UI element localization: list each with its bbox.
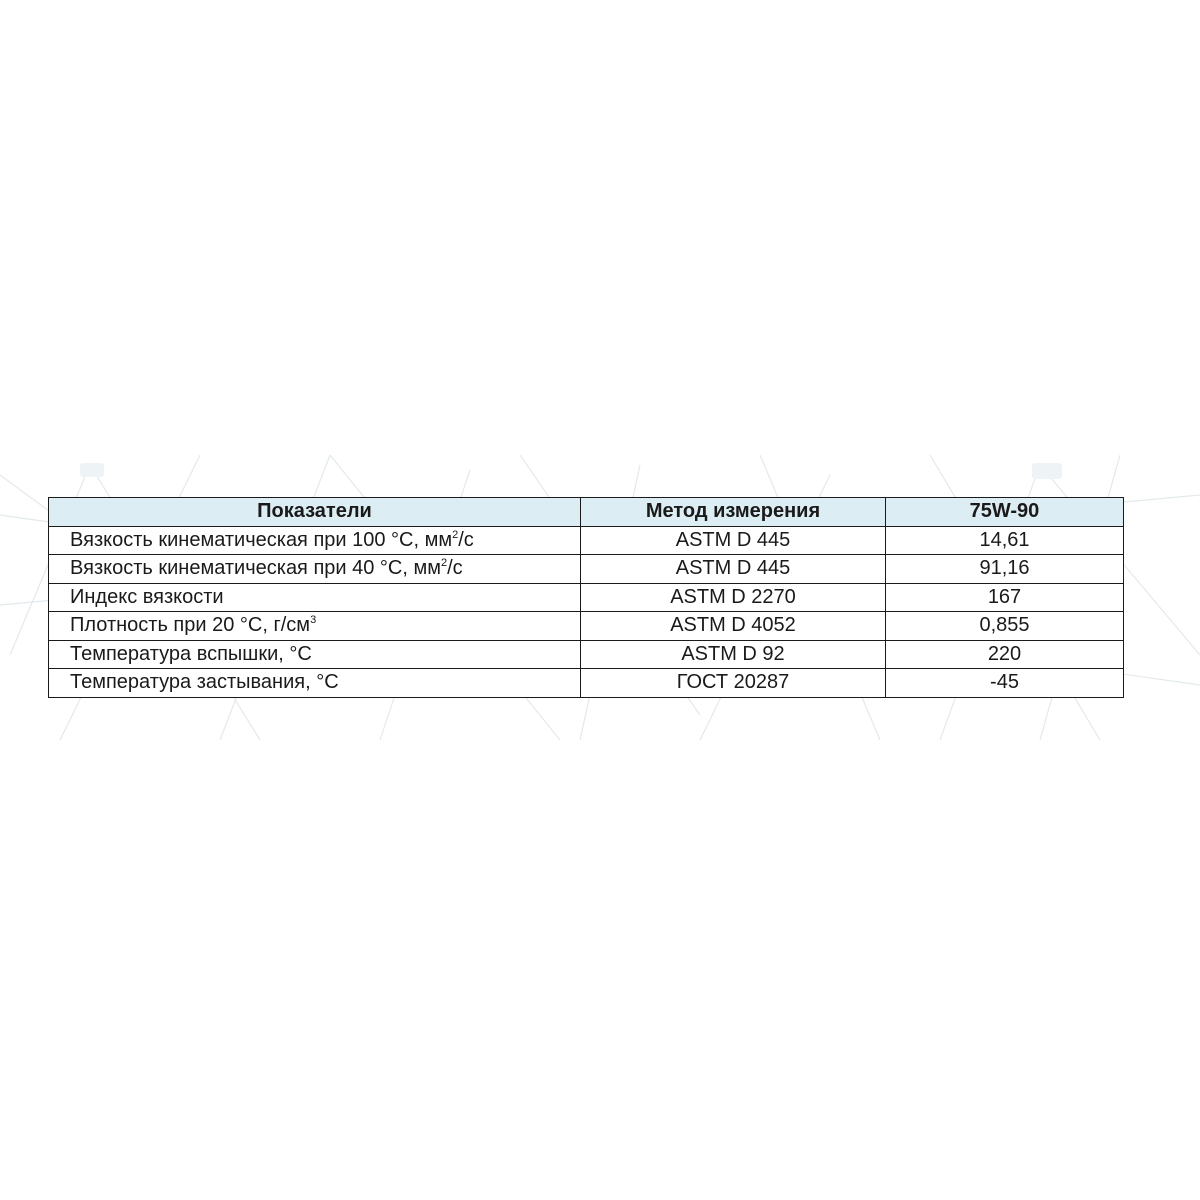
unit-superscript: 2	[441, 557, 448, 570]
method-cell: ASTM D 445	[581, 555, 886, 584]
table-row	[49, 669, 1124, 698]
table-row	[49, 526, 1124, 555]
table-header-row	[49, 498, 1124, 527]
value-cell: 14,61	[886, 526, 1124, 555]
method-cell: ASTM D 445	[581, 526, 886, 555]
parameter-cell: Индекс вязкости	[49, 583, 581, 612]
parameter-cell: Температура застывания, °С	[49, 669, 581, 698]
table-row	[49, 612, 1124, 641]
unit-superscript: 3	[310, 614, 317, 627]
unit-superscript: 2	[452, 528, 459, 541]
parameter-cell: Плотность при 20 °С, $г/см^3$	[49, 612, 581, 641]
header-method: Метод измерения	[581, 498, 886, 527]
value-cell: 220	[886, 640, 1124, 669]
value-cell: 0,855	[886, 612, 1124, 641]
method-cell: ГОСТ 20287	[581, 669, 886, 698]
header-grade: 75W-90	[886, 498, 1124, 527]
header-parameter: Показатели	[49, 498, 581, 527]
method-cell: ASTM D 92	[581, 640, 886, 669]
parameter-cell: Вязкость кинематическая при 40 °С, $мм^2/с$	[49, 555, 581, 584]
table-row	[49, 640, 1124, 669]
parameter-cell: Вязкость кинематическая при 100 °С, $мм^2/с$	[49, 526, 581, 555]
value-cell: 91,16	[886, 555, 1124, 584]
specifications-table	[48, 497, 1124, 698]
table-row	[49, 583, 1124, 612]
table-row	[49, 555, 1124, 584]
value-cell: -45	[886, 669, 1124, 698]
value-cell: 167	[886, 583, 1124, 612]
parameter-cell: Температура вспышки, °С	[49, 640, 581, 669]
method-cell: ASTM D 2270	[581, 583, 886, 612]
method-cell: ASTM D 4052	[581, 612, 886, 641]
